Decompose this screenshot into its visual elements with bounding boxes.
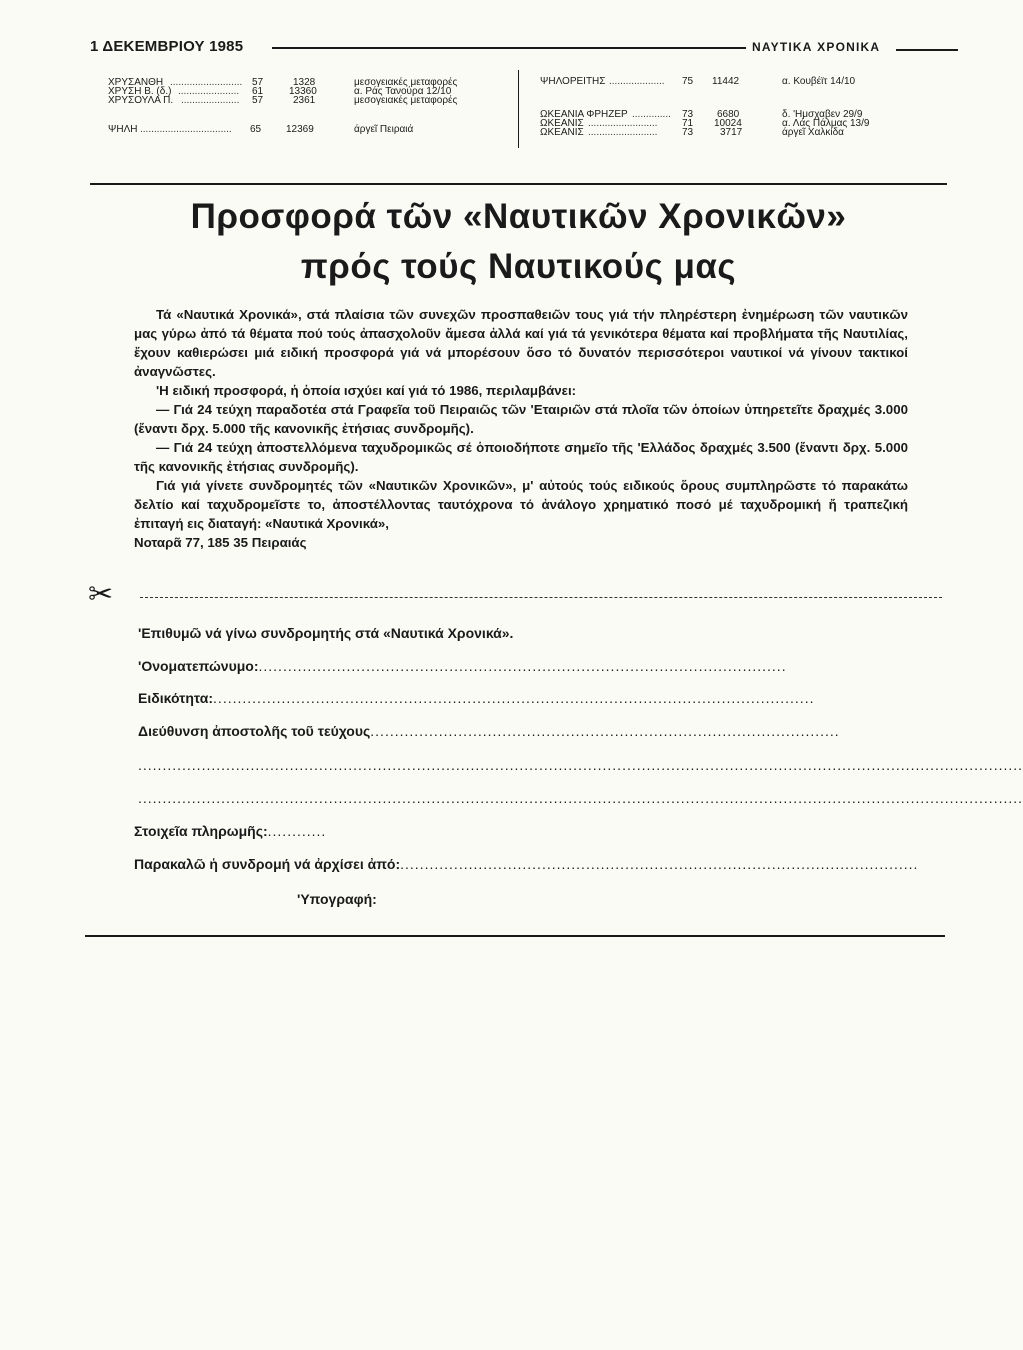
header-rule-left <box>272 47 746 49</box>
ship-name: ΩΚΕΑΝΙΣ <box>540 127 584 138</box>
address-line-2[interactable] <box>138 757 1023 773</box>
ship-year: 57 <box>252 77 264 88</box>
leader-dots: .......................... <box>170 77 243 88</box>
address-dotted-line: ................................................................................................ <box>370 723 840 739</box>
ships-table-right <box>540 77 950 147</box>
ship-status: α. Ράς Τανούρα 12/10 <box>354 86 452 97</box>
cut-line <box>140 597 942 598</box>
ship-name: ΨΗΛΗ <box>108 124 138 135</box>
ship-tonnage: 11442 <box>712 76 740 87</box>
start-date-dotted-line: .......................................................................................................... <box>400 856 919 872</box>
article-body <box>134 305 908 552</box>
ships-table-left <box>108 78 508 148</box>
ship-year: 61 <box>252 86 264 97</box>
issue-date: 1 ΔΕΚΕΜΒΡΙΟΥ 1985 <box>90 38 244 55</box>
address-field[interactable] <box>138 723 923 739</box>
leader-dots: .............. <box>632 109 671 120</box>
paragraph-intro: Τά «Ναυτικά Χρονικά», στά πλαίσια τῶν συνεχῶν προσπαθειῶν τους γιά τήν πληρέστερη ἐνημέρωση τῶν ναυτικῶν μας γύρω ἀπό τά θέματα πού τούς ἀπασχολοῦν ἄμεσα ἀλλά καί γιά τά γενικότερα θέματα καί προβλήματα τῆς Ναυτιλίας, ἔχουν καθιερώσει μιά ειδική προσφορά γιά νά μπορέσουν ὅσο τό δυνατόν περισσότεροι ναυτικοί νά γίνουν τακτικοί ἀναγνῶστες. <box>134 307 908 379</box>
ship-tonnage: 1328 <box>293 77 316 88</box>
section-rule-bottom <box>85 935 945 937</box>
address-dotted-line-3: ..................................................................................................................................................................................... <box>138 790 1023 806</box>
address-dotted-line-2: ..................................................................................................................................................................................... <box>138 757 1023 773</box>
ship-tonnage: 13360 <box>289 86 317 97</box>
ship-year: 73 <box>682 109 694 120</box>
paragraph-offer: 'Η ειδική προσφορά, ἡ ὁποία ισχύει καί γιά τό 1986, περιλαμβάνει: <box>156 383 577 398</box>
ship-status: α. Λάς Πάλμας 13/9 <box>782 118 870 129</box>
ship-name: ΩΚΕΑΝΙΣ <box>540 118 584 129</box>
ship-name: ΧΡΥΣΑΝΘΗ <box>108 77 164 88</box>
ship-year: 73 <box>682 127 694 138</box>
ship-status: μεσογειακές μεταφορές <box>354 95 458 106</box>
ship-name: ΨΗΛΟΡΕΙΤΗΣ <box>540 76 606 87</box>
address-label: Διεύθυνση ἀποστολῆς τοῦ τεύχους <box>138 723 371 739</box>
leader-dots: ..................... <box>181 95 240 106</box>
ship-year: 75 <box>682 76 694 87</box>
ship-status: μεσογειακές μεταφορές <box>354 77 458 88</box>
ship-status: α. Κουβέϊτ 14/10 <box>782 76 856 87</box>
start-date-label: Παρακαλῶ ἡ συνδρομή νά ἀρχίσει ἀπό: <box>134 856 401 872</box>
specialty-label: Ειδικότητα: <box>138 690 214 706</box>
header-rule-right <box>896 49 958 51</box>
paragraph-option-1: — Γιά 24 τεύχη παραδοτέα στά Γραφεῖα τοῦ Πειραιῶς τῶν 'Εταιριῶν στά πλοῖα τῶν ὁποίων ὑπηρετεῖτε δραχμές 3.000 (ἔναντι δρχ. 5.000 τῆς κανονικῆς ἐτήσιας συνδρομῆς). <box>134 402 908 436</box>
start-date-field[interactable] <box>134 856 924 872</box>
address-line-3[interactable] <box>138 790 1023 806</box>
magazine-name: ΝΑΥΤΙΚΑ ΧΡΟΝΙΚΑ <box>752 40 881 54</box>
form-intro: 'Επιθυμῶ νά γίνω συνδρομητής στά «Ναυτικά Χρονικά». <box>138 625 514 641</box>
signature-label: 'Υπογραφή: <box>297 891 377 907</box>
page-title-line-2: πρός τούς Ναυτικούς μας <box>300 247 737 286</box>
name-field[interactable] <box>138 658 923 674</box>
signature-field[interactable] <box>297 891 377 907</box>
ship-name: ΧΡΥΣΟΥΛΑ Π. <box>108 95 174 106</box>
paragraph-address: Νοταρᾶ 77, 185 35 Πειραιάς <box>134 535 307 550</box>
payment-label: Στοιχεῖα πληρωμῆς: <box>134 823 268 839</box>
section-rule-top <box>90 183 947 185</box>
name-label: 'Ονοματεπώνυμο: <box>138 658 259 674</box>
ship-year: 71 <box>682 118 694 129</box>
paragraph-option-2: — Γιά 24 τεύχη ἀποστελλόμενα ταχυδρομικῶς σέ ὁποιοδήποτε σημεῖο τῆς 'Ελλάδος δραχμές 3.500 (ἔναντι δρχ. 5.000 τῆς κανονικῆς ἐτήσιας συνδρομῆς). <box>134 440 908 474</box>
leader-dots: ................................. <box>140 124 232 135</box>
column-divider <box>518 70 519 148</box>
payment-field[interactable] <box>134 823 374 839</box>
leader-dots: ......................... <box>588 127 658 138</box>
ship-tonnage: 3717 <box>720 127 743 138</box>
page-title-line-1: Προσφορά τῶν «Ναυτικῶν Χρονικῶν» <box>190 197 847 236</box>
leader-dots: ......................... <box>588 118 658 129</box>
leader-dots: ...................... <box>178 86 240 97</box>
ship-tonnage: 12369 <box>286 124 314 135</box>
name-dotted-line: ............................................................................................................ <box>258 658 787 674</box>
scissors-icon: ✂ <box>88 578 114 611</box>
payment-dotted-line: ............ <box>267 823 327 839</box>
leader-dots: .................... <box>609 76 665 87</box>
ship-status: άργεῖ Πειραιά <box>354 124 414 135</box>
specialty-field[interactable] <box>138 690 923 706</box>
ship-year: 57 <box>252 95 264 106</box>
ship-tonnage: 6680 <box>717 109 740 120</box>
ship-tonnage: 10024 <box>714 118 742 129</box>
ship-name: ΩΚΕΑΝΙΑ ΦΡΗΖΕΡ <box>540 109 628 120</box>
ship-status: άργεῖ Χαλκίδα <box>782 127 844 138</box>
ship-status: δ. 'Ημσχαβεν 29/9 <box>782 109 863 120</box>
ship-year: 65 <box>250 124 262 135</box>
ship-tonnage: 2361 <box>293 95 316 106</box>
paragraph-instructions: Γιά γιά γίνετε συνδρομητές τῶν «Ναυτικῶν Χρονικῶν», μ' αὐτούς τούς ειδικούς ὅρους συμπληρῶστε τό παρακάτω δελτίο καί ταχυδρομεῖστε το, ἀποστέλλοντας ταυτόχρονα τό ἀνάλογο χρηματικό ποσό μέ ταχυδρομική ἤ τραπεζική ἐπιταγή εις διαταγή: «Ναυτικά Χρονικά», <box>134 478 908 531</box>
ship-name: ΧΡΥΣΗ Β. (δ.) <box>108 86 172 97</box>
specialty-dotted-line: ........................................................................................................................... <box>213 690 815 706</box>
